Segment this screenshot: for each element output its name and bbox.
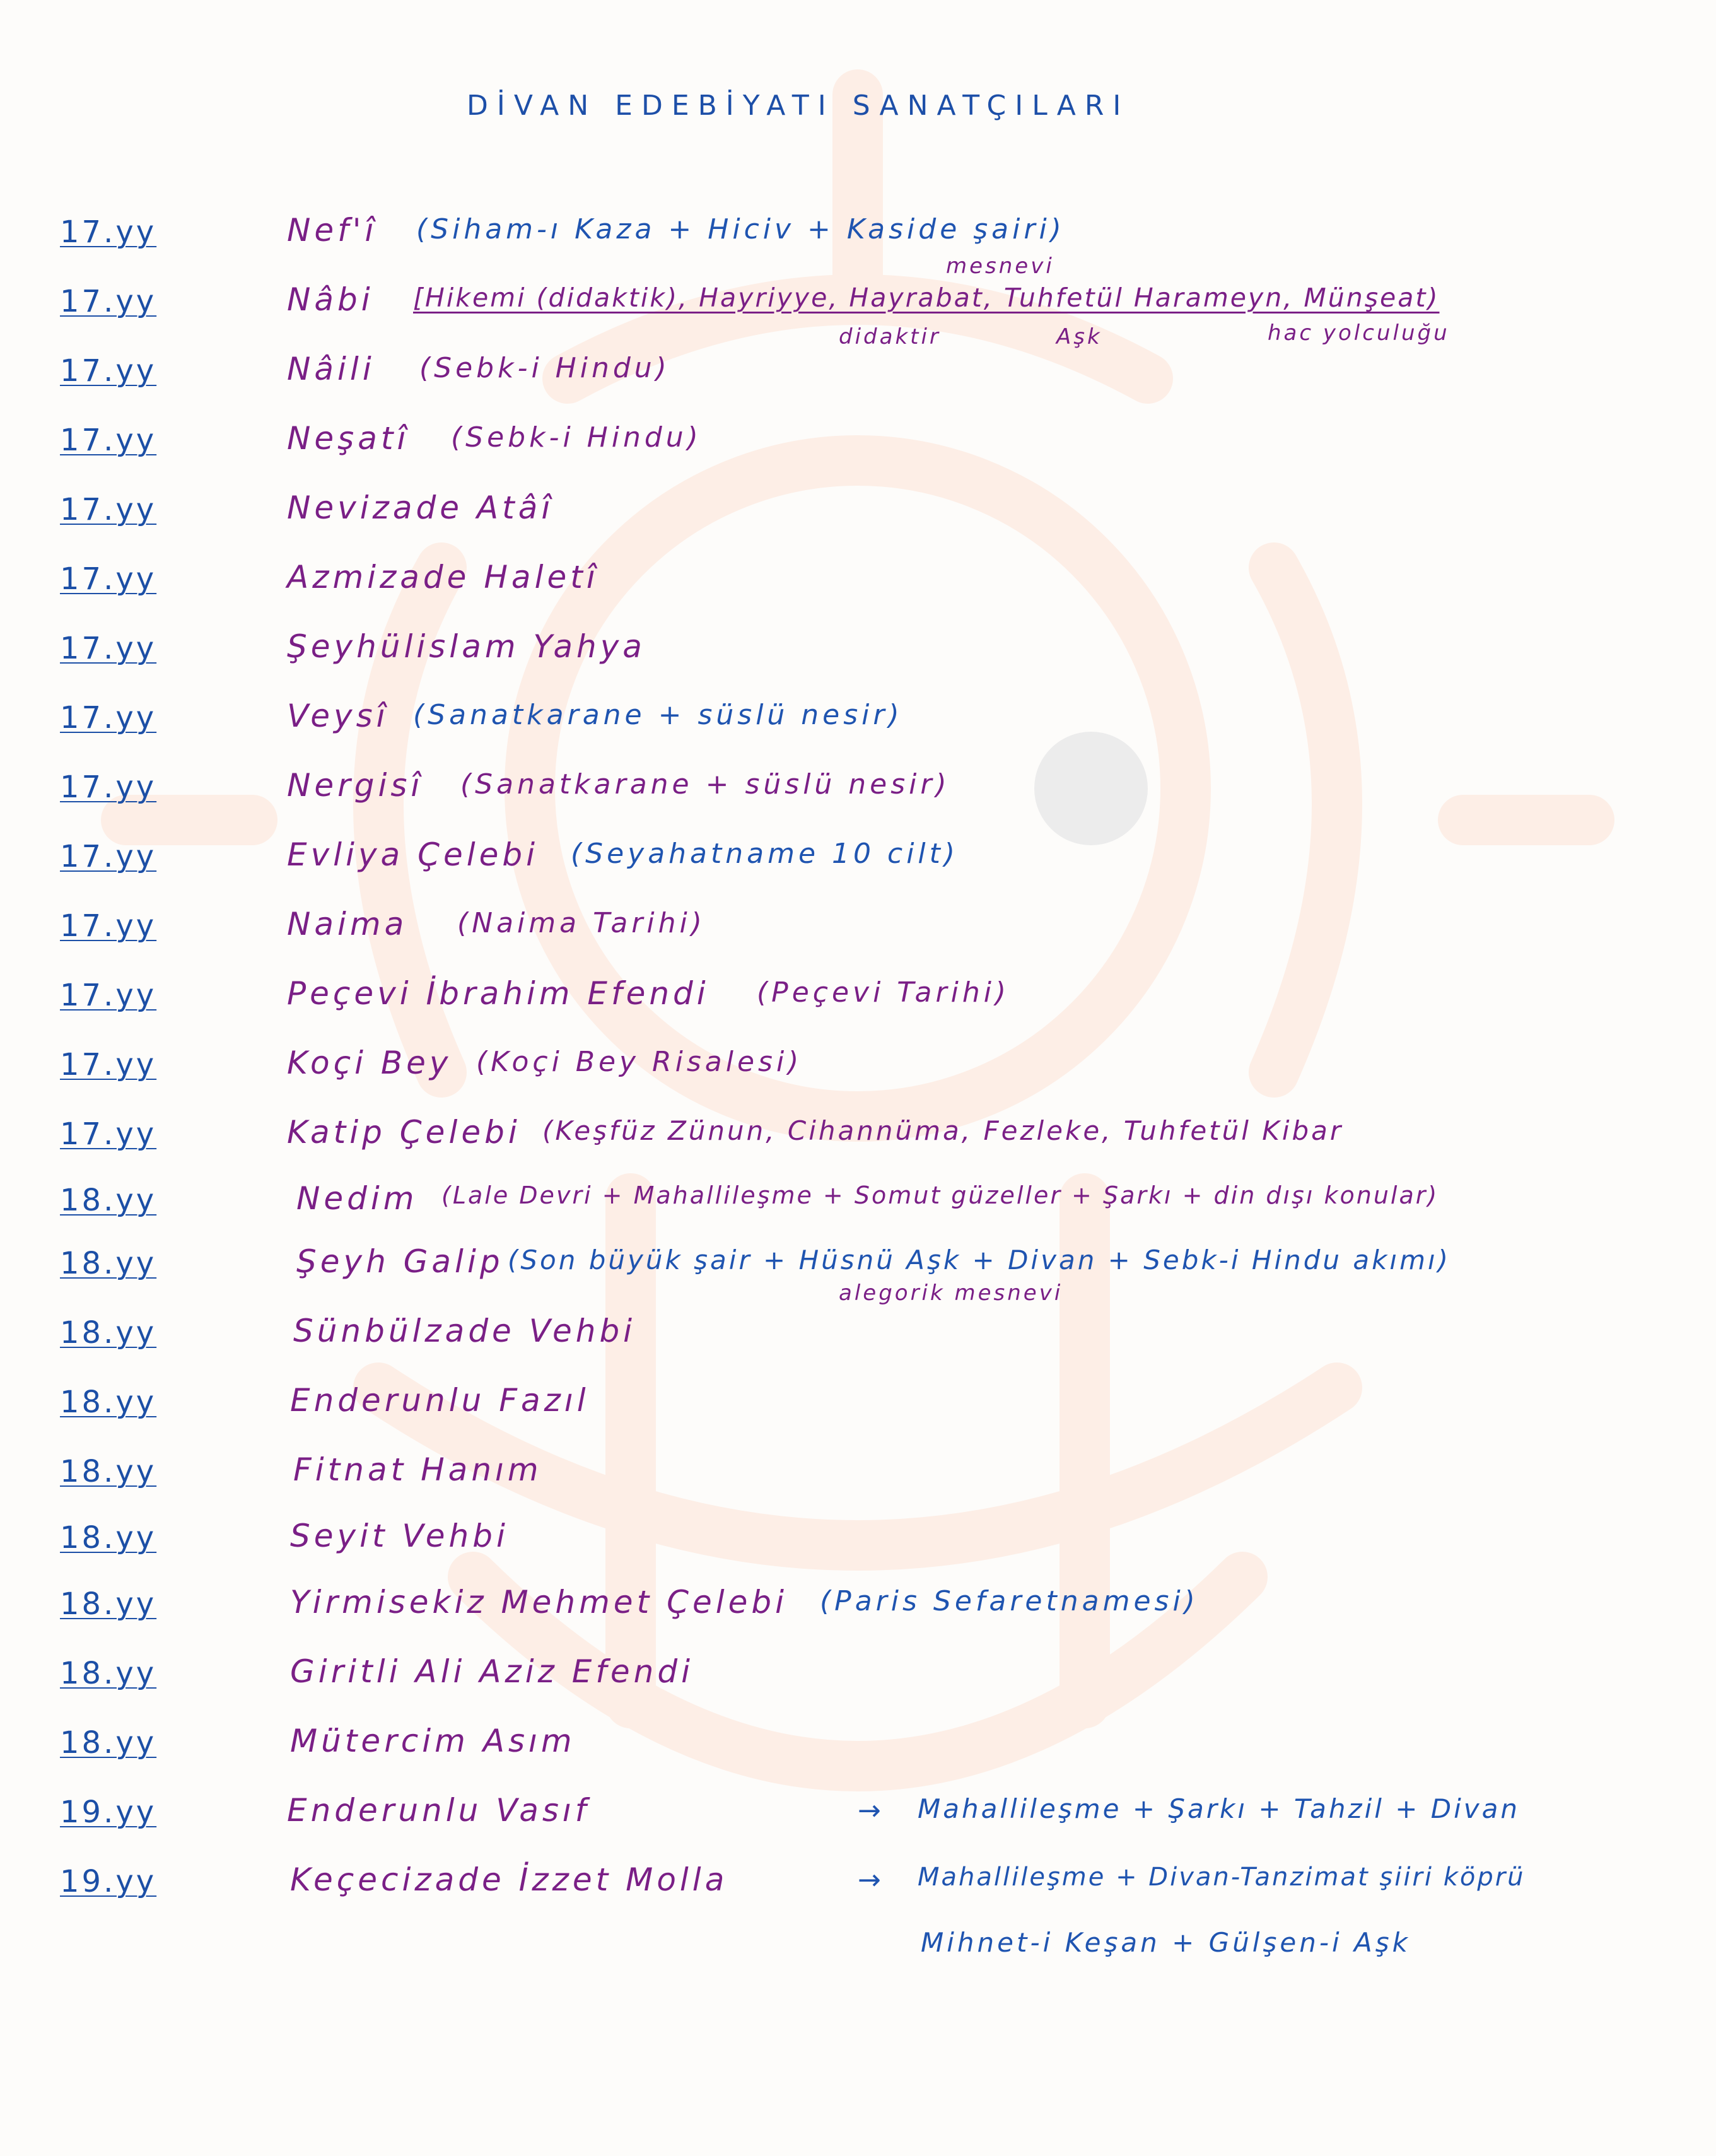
author-name: Enderunlu Vasıf — [287, 1792, 590, 1829]
author-name: Nevizade Atâî — [287, 489, 554, 526]
arrow-icon: → — [858, 1795, 881, 1827]
author-note: (Koçi Bey Risalesi) — [476, 1046, 803, 1078]
century-label: 17.yy — [60, 1116, 157, 1152]
author-note: (Seyahatname 10 cilt) — [571, 838, 959, 870]
author-name: Enderunlu Fazıl — [290, 1382, 590, 1419]
table-row — [0, 1649, 1716, 1700]
author-name: Giritli Ali Aziz Efendi — [290, 1653, 694, 1690]
century-label: 17.yy — [60, 770, 157, 805]
author-name: Azmizade Haletî — [287, 559, 599, 595]
annotation-izzet-works: Mihnet-i Keşan + Gülşen-i Aşk — [921, 1927, 1411, 1958]
century-label: 18.yy — [60, 1520, 157, 1555]
table-row — [0, 1041, 1716, 1091]
author-name: Mütercim Asım — [290, 1723, 576, 1759]
table-row — [0, 1448, 1716, 1498]
author-note: (Sanatkarane + süslü nesir) — [460, 768, 950, 800]
author-name: Nergisî — [287, 767, 424, 804]
century-label: 17.yy — [60, 214, 157, 250]
table-row — [0, 694, 1716, 744]
century-label: 18.yy — [60, 1656, 157, 1691]
author-name: Nef'î — [287, 212, 378, 249]
century-label: 19.yy — [60, 1795, 157, 1830]
century-label: 17.yy — [60, 284, 157, 319]
table-row — [0, 833, 1716, 883]
author-name: Seyit Vehbi — [290, 1518, 509, 1554]
century-label: 17.yy — [60, 561, 157, 597]
author-name: Yirmisekiz Mehmet Çelebi — [290, 1584, 788, 1620]
author-name: Evliya Çelebi — [287, 836, 539, 873]
annotation-mesnevi: mesnevi — [946, 254, 1054, 279]
table-row — [0, 1580, 1716, 1631]
annotation-alegorik: alegorik mesnevi — [839, 1280, 1063, 1306]
century-label: 18.yy — [60, 1246, 157, 1281]
author-note: (Naima Tarihi) — [457, 907, 706, 939]
century-label: 18.yy — [60, 1586, 157, 1622]
century-label: 17.yy — [60, 1047, 157, 1082]
century-label: 18.yy — [60, 1725, 157, 1761]
author-name: Şeyhülislam Yahya — [287, 628, 646, 665]
author-name: Fitnat Hanım — [293, 1451, 542, 1488]
table-row — [0, 1110, 1716, 1161]
author-name: Neşatî — [287, 420, 410, 457]
table-row — [0, 902, 1716, 952]
table-row — [0, 763, 1716, 814]
century-label: 17.yy — [60, 839, 157, 874]
century-label: 17.yy — [60, 700, 157, 735]
author-note: (Peçevi Tarihi) — [757, 976, 1010, 1009]
author-note: Mahallileşme + Divan-Tanzimat şiiri köprü — [918, 1863, 1526, 1892]
century-label: 17.yy — [60, 978, 157, 1013]
table-row — [0, 278, 1716, 328]
author-note: Mahallileşme + Şarkı + Tahzil + Divan — [918, 1793, 1520, 1824]
annotation-didaktik: didaktir — [839, 324, 941, 349]
table-row — [0, 1719, 1716, 1769]
page-title: DİVAN EDEBİYATI SANATÇILARI — [467, 90, 1130, 122]
table-row — [0, 486, 1716, 536]
arrow-icon: → — [858, 1864, 881, 1896]
century-label: 17.yy — [60, 423, 157, 458]
table-row — [0, 1788, 1716, 1839]
author-name: Naima — [287, 906, 408, 942]
author-note: (Lale Devri + Mahallileşme + Somut güzeller + Şarkı + din dışı konular) — [441, 1181, 1439, 1209]
annotation-ask: Aşk — [1056, 324, 1102, 349]
table-row — [0, 555, 1716, 606]
author-note: (Keşfüz Zünun, Cihannüma, Fezleke, Tuhfetül Kibar — [542, 1115, 1344, 1146]
author-name: Nedim — [296, 1180, 418, 1217]
author-name: Şeyh Galip — [296, 1243, 504, 1280]
author-name: Keçecizade İzzet Molla — [290, 1861, 728, 1898]
author-note: (Sanatkarane + süslü nesir) — [413, 699, 903, 731]
author-note: (Sebk-i Hindu) — [419, 352, 670, 384]
author-name: Veysî — [287, 698, 389, 734]
author-note: (Paris Sefaretnamesi) — [820, 1585, 1199, 1617]
century-label: 18.yy — [60, 1315, 157, 1350]
table-row — [0, 1309, 1716, 1359]
century-label: 18.yy — [60, 1183, 157, 1218]
table-row — [0, 1378, 1716, 1429]
table-row — [0, 347, 1716, 397]
century-label: 17.yy — [60, 492, 157, 527]
century-label: 19.yy — [60, 1864, 157, 1899]
table-row — [0, 1176, 1716, 1227]
century-label: 18.yy — [60, 1454, 157, 1489]
table-row — [0, 971, 1716, 1022]
author-name: Peçevi İbrahim Efendi — [287, 975, 709, 1012]
author-name: Koçi Bey — [287, 1045, 452, 1081]
author-name: Nâili — [287, 351, 375, 387]
table-row — [0, 208, 1716, 259]
author-note: (Siham-ı Kaza + Hiciv + Kaside şairi) — [416, 213, 1065, 245]
table-row — [0, 624, 1716, 675]
author-note: (Sebk-i Hindu) — [451, 421, 702, 454]
century-label: 17.yy — [60, 631, 157, 666]
century-label: 17.yy — [60, 908, 157, 944]
author-name: Sünbülzade Vehbi — [293, 1313, 636, 1349]
century-label: 17.yy — [60, 353, 157, 389]
century-label: 18.yy — [60, 1385, 157, 1420]
author-note: [Hikemi (didaktik), Hayriyye, Hayrabat, Tuhfetül Harameyn, Münşeat) — [413, 283, 1440, 313]
author-name: Nâbi — [287, 281, 374, 318]
table-row — [0, 1858, 1716, 1908]
table-row — [0, 1514, 1716, 1564]
annotation-hac: hac yolculuğu — [1268, 320, 1450, 346]
table-row — [0, 416, 1716, 467]
author-name: Katip Çelebi — [287, 1114, 521, 1151]
author-note: (Son büyük şair + Hüsnü Aşk + Divan + Sebk-i Hindu akımı) — [508, 1245, 1451, 1275]
